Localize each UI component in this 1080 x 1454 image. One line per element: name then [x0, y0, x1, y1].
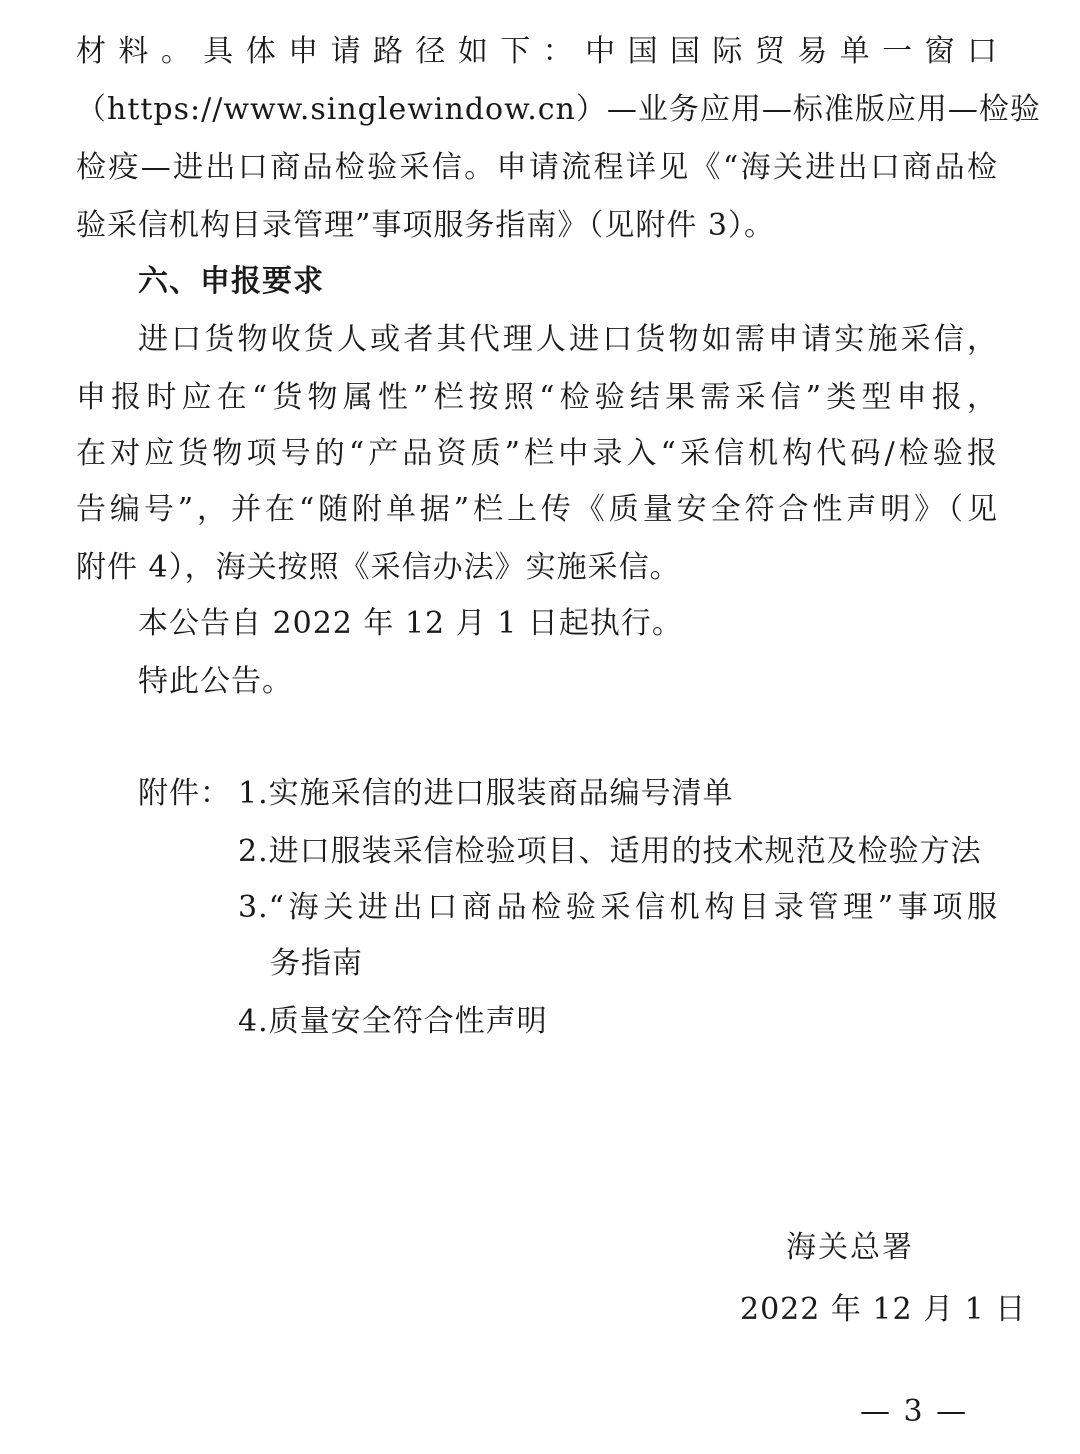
paragraph-2-line-4: 告编号”，并在“随附单据”栏上传《质量安全符合性声明》（见 — [76, 492, 998, 527]
attachment-item-4: 4.质量安全符合性声明 — [238, 1004, 548, 1039]
section-heading: 六、申报要求 — [138, 264, 324, 299]
paragraph-2-line-1: 进口货物收货人或者其代理人进口货物如需申请实施采信， — [138, 322, 998, 357]
paragraph-1-line-3: 检疫—进出口商品检验采信。申请流程详见《“海关进出口商品检 — [76, 150, 998, 185]
paragraph-2-line-5: 附件 4），海关按照《采信办法》实施采信。 — [76, 550, 681, 585]
effective-statement: 本公告自 2022 年 12 月 1 日起执行。 — [138, 606, 683, 641]
paragraph-1-line-2: （https://www.singlewindow.cn）—业务应用—标准版应用—检验 — [76, 92, 1041, 127]
paragraph-1-line-4: 验采信机构目录管理”事项服务指南》（见附件 3）。 — [76, 208, 775, 243]
paragraph-2-line-3: 在对应货物项号的“产品资质”栏中录入“采信机构代码/检验报 — [76, 436, 998, 471]
attachment-item-1: 1.实施采信的进口服装商品编号清单 — [238, 776, 734, 811]
signature-date: 2022 年 12 月 1 日 — [740, 1292, 1027, 1327]
attachment-item-2: 2.进口服装采信检验项目、适用的技术规范及检验方法 — [238, 834, 982, 869]
paragraph-1-line-1: 材料。具体申请路径如下：中国国际贸易单一窗口 — [76, 34, 998, 69]
attachment-item-3-continued: 务指南 — [270, 946, 363, 981]
paragraph-2-line-2: 申报时应在“货物属性”栏按照“检验结果需采信”类型申报， — [76, 380, 998, 415]
signature-organization: 海关总署 — [786, 1230, 914, 1265]
attachments-label: 附件： — [138, 776, 231, 811]
closing-text: 特此公告。 — [138, 664, 293, 699]
attachment-item-3: 3.“海关进出口商品检验采信机构目录管理”事项服 — [238, 890, 998, 925]
page-number: — 3 — — [860, 1394, 969, 1429]
